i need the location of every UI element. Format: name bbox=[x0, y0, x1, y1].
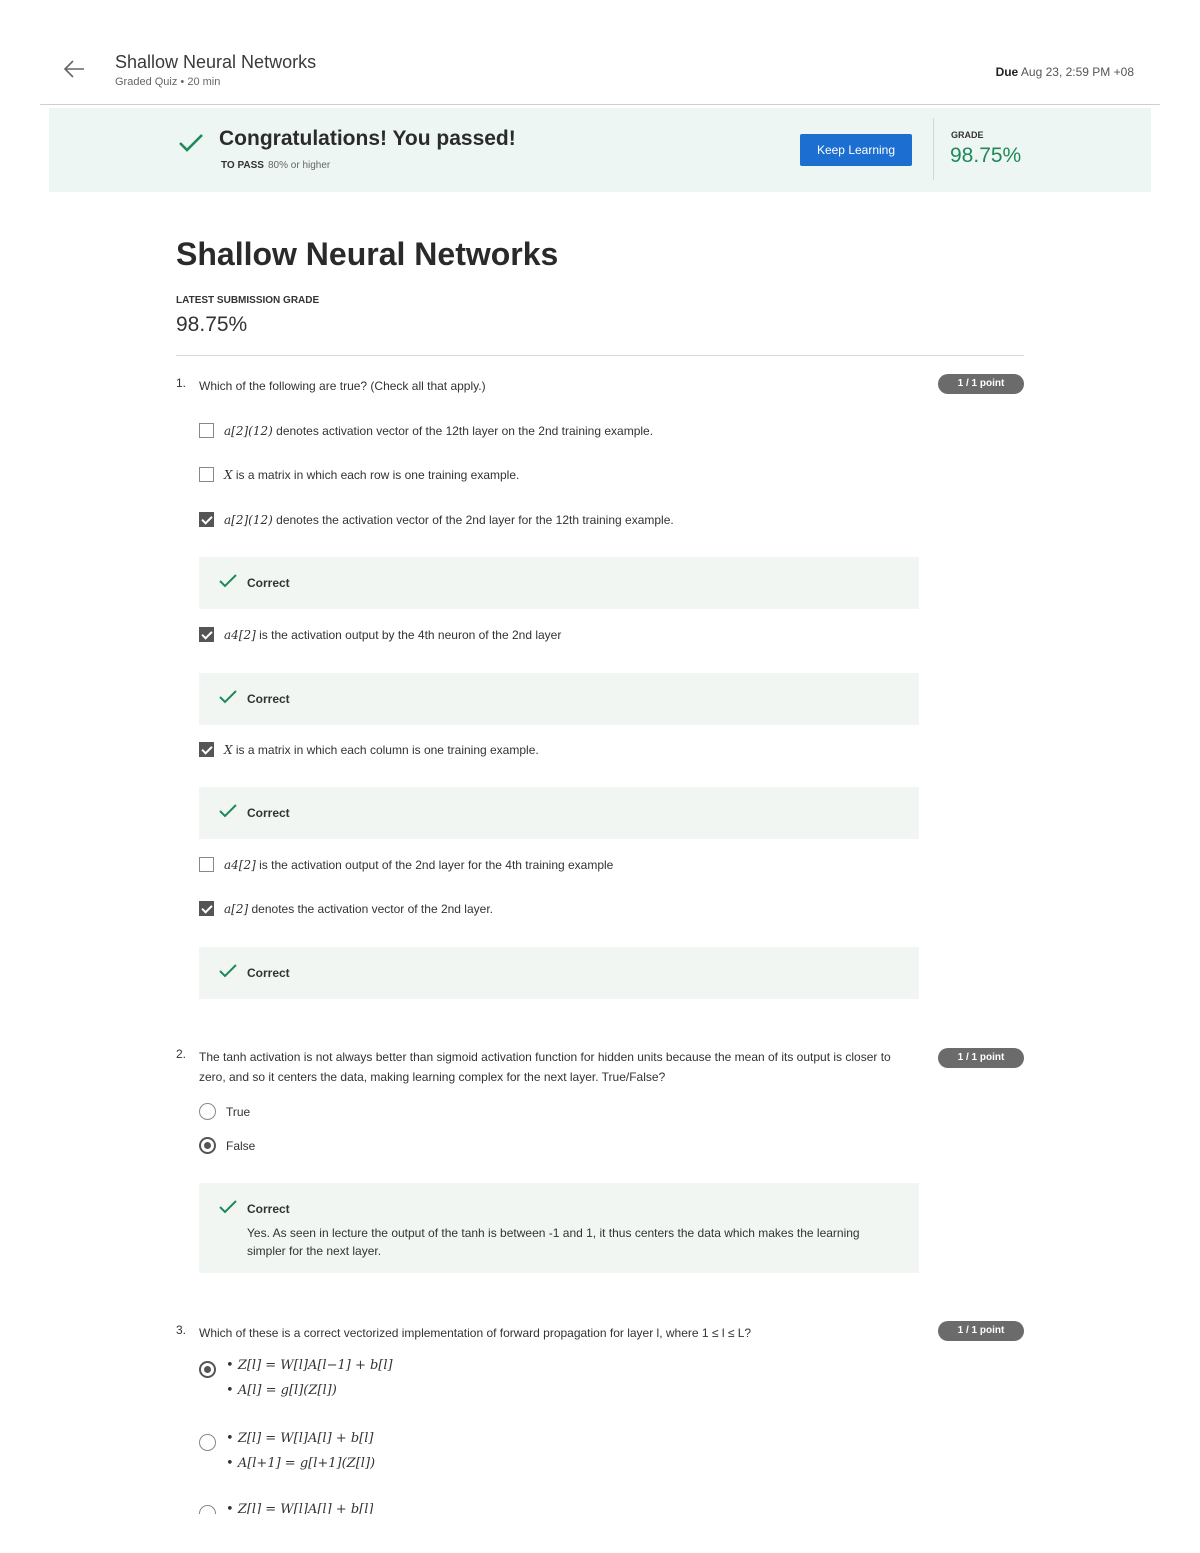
due-date bbox=[996, 65, 1134, 79]
option-math: a[2](12) bbox=[224, 423, 273, 438]
checkbox-checked[interactable] bbox=[199, 742, 214, 757]
option-math: X bbox=[224, 742, 233, 757]
question-number: 1. bbox=[176, 376, 187, 390]
question-text: Which of these is a correct vectorized implementation of forward propagation for layer l, where 1 ≤ l ≤ L? bbox=[199, 1326, 752, 1340]
question-text: Which of the following are true? (Check all that apply.) bbox=[199, 379, 486, 393]
option-math: a[2] bbox=[224, 901, 249, 916]
option-math: a4[2] bbox=[224, 627, 256, 642]
q1-option-1[interactable] bbox=[199, 423, 653, 438]
feedback-title: Correct bbox=[247, 966, 290, 980]
option-text: denotes the activation vector of the 2nd layer for the 12th training example. bbox=[276, 512, 674, 527]
latest-grade-value: 98.75% bbox=[176, 313, 248, 336]
feedback-title: Correct bbox=[247, 1202, 290, 1216]
checkbox-checked[interactable] bbox=[199, 512, 214, 527]
q1-option-4[interactable] bbox=[199, 627, 561, 642]
due-label: Due bbox=[995, 65, 1019, 79]
feedback-title: Correct bbox=[247, 692, 290, 706]
check-icon bbox=[177, 132, 205, 154]
quiz-title: Shallow Neural Networks bbox=[115, 52, 317, 72]
check-icon bbox=[218, 803, 238, 819]
q3-option-3[interactable] bbox=[199, 1502, 373, 1514]
main-header bbox=[176, 236, 1024, 337]
points-badge: 1 / 1 point bbox=[938, 1048, 1024, 1068]
radio[interactable] bbox=[199, 1103, 216, 1120]
checkbox[interactable] bbox=[199, 857, 214, 872]
latest-grade-label: LATEST SUBMISSION GRADE bbox=[176, 295, 320, 306]
check-icon bbox=[218, 573, 238, 589]
checkbox-checked[interactable] bbox=[199, 627, 214, 642]
checkbox[interactable] bbox=[199, 467, 214, 482]
question-number: 2. bbox=[176, 1047, 187, 1061]
formula: • Z[l] = W[l]A[l] + b[l] bbox=[226, 1431, 375, 1446]
divider bbox=[933, 118, 934, 180]
points-badge: 1 / 1 point bbox=[938, 374, 1024, 394]
due-value: Aug 23, 2:59 PM +08 bbox=[1020, 65, 1134, 79]
formula-list bbox=[226, 1431, 375, 1471]
feedback-correct bbox=[199, 787, 919, 839]
feedback-correct bbox=[199, 557, 919, 609]
title-block bbox=[115, 52, 316, 88]
pass-banner bbox=[49, 108, 1151, 192]
option-text: True bbox=[226, 1104, 251, 1119]
option-text: False bbox=[226, 1138, 256, 1153]
formula: • Z[l] = W[l]A[l−1] + b[l] bbox=[226, 1358, 393, 1373]
keep-learning-button[interactable]: Keep Learning bbox=[800, 134, 912, 166]
q1-option-3[interactable] bbox=[199, 512, 674, 527]
feedback-correct bbox=[199, 673, 919, 725]
question-number: 3. bbox=[176, 1323, 187, 1337]
check-icon bbox=[218, 963, 238, 979]
feedback-explanation: Yes. As seen in lecture the output of the tanh is between -1 and 1, it thus centers the data which makes the learning simpler for the next layer. bbox=[247, 1226, 860, 1258]
divider bbox=[176, 355, 1024, 356]
formula: • A[l] = g[l](Z[l]) bbox=[226, 1383, 393, 1398]
option-text: is the activation output by the 4th neuron of the 2nd layer bbox=[259, 627, 562, 642]
q1-option-6[interactable] bbox=[199, 857, 613, 872]
q1-option-5[interactable] bbox=[199, 742, 539, 757]
grade-label: GRADE bbox=[951, 130, 984, 140]
option-math: a[2](12) bbox=[224, 512, 273, 527]
feedback-correct bbox=[199, 1183, 919, 1273]
page-title: Shallow Neural Networks bbox=[176, 236, 559, 272]
radio-checked[interactable] bbox=[199, 1137, 216, 1154]
grade-value: 98.75% bbox=[950, 144, 1022, 167]
q1-option-2[interactable] bbox=[199, 467, 519, 482]
q2-option-false[interactable] bbox=[199, 1137, 255, 1154]
option-math: a4[2] bbox=[224, 857, 256, 872]
option-text: denotes activation vector of the 12th layer on the 2nd training example. bbox=[276, 423, 654, 438]
option-text: is the activation output of the 2nd layer for the 4th training example bbox=[259, 857, 614, 872]
checkbox-checked[interactable] bbox=[199, 901, 214, 916]
radio[interactable] bbox=[199, 1434, 216, 1451]
formula-list bbox=[226, 1358, 393, 1398]
back-arrow-icon[interactable] bbox=[60, 54, 90, 84]
option-text: denotes the activation vector of the 2nd layer. bbox=[251, 901, 493, 916]
question-text: The tanh activation is not always better than sigmoid activation function for hidden units because the mean of its output is closer to zero, and so it centers the data, making learning complex for the next layer. True/False? bbox=[199, 1050, 891, 1084]
points-badge: 1 / 1 point bbox=[938, 1321, 1024, 1341]
to-pass-label: TO PASS bbox=[221, 160, 264, 171]
radio-checked[interactable] bbox=[199, 1361, 216, 1378]
q3-option-2[interactable] bbox=[199, 1431, 375, 1471]
top-bar bbox=[40, 40, 1160, 105]
check-icon bbox=[218, 1199, 238, 1215]
option-math: X bbox=[224, 467, 233, 482]
option-text: is a matrix in which each row is one training example. bbox=[235, 467, 520, 482]
to-pass-value: 80% or higher bbox=[267, 160, 331, 171]
feedback-title: Correct bbox=[247, 806, 290, 820]
radio[interactable] bbox=[199, 1505, 216, 1514]
formula: • Z[l] = W[l]A[l] + b[l] bbox=[226, 1502, 373, 1514]
feedback-title: Correct bbox=[247, 576, 290, 590]
q1-option-7[interactable] bbox=[199, 901, 493, 916]
to-pass bbox=[221, 160, 330, 171]
feedback-correct bbox=[199, 947, 919, 999]
quiz-subtitle: Graded Quiz • 20 min bbox=[115, 76, 221, 88]
option-text: is a matrix in which each column is one training example. bbox=[235, 742, 539, 757]
congrats-message: Congratulations! You passed! bbox=[219, 127, 516, 150]
q2-option-true[interactable] bbox=[199, 1103, 250, 1120]
check-icon bbox=[218, 689, 238, 705]
checkbox[interactable] bbox=[199, 423, 214, 438]
formula: • A[l+1] = g[l+1](Z[l]) bbox=[226, 1456, 375, 1471]
formula-list bbox=[226, 1502, 373, 1514]
q3-option-1[interactable] bbox=[199, 1358, 393, 1398]
